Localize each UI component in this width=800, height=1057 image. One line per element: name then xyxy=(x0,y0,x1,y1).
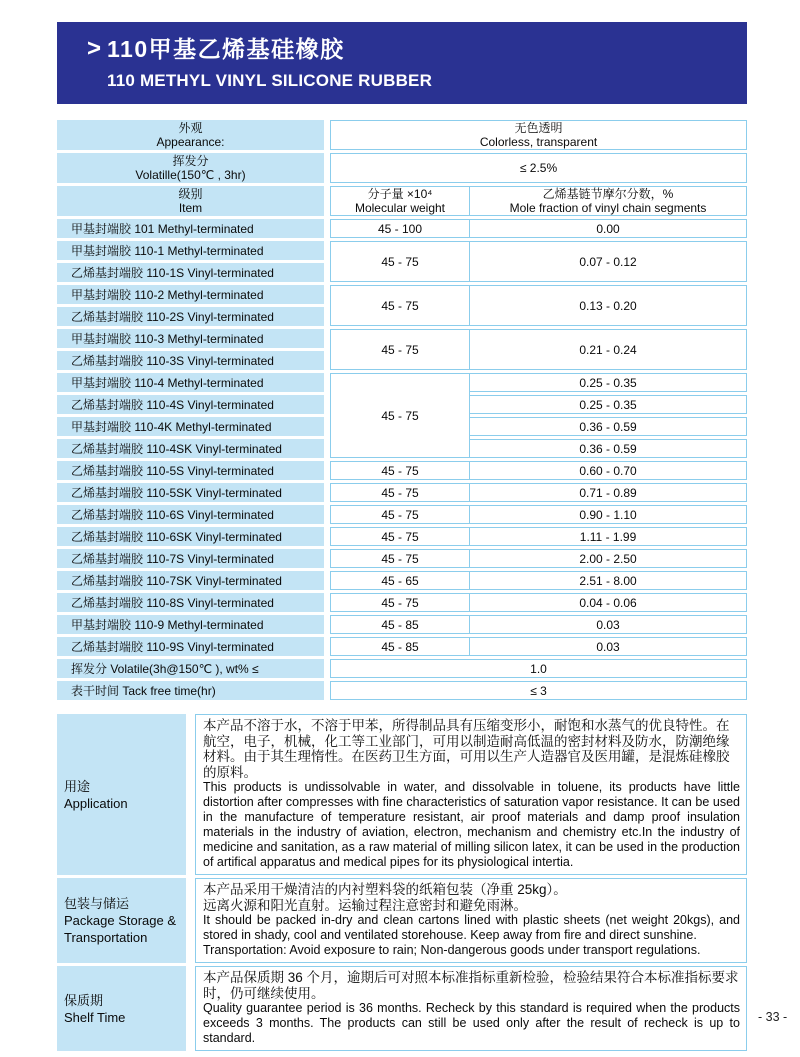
product-name-cell: 甲基封端胶 110-4 Methyl-terminated xyxy=(57,373,330,392)
volatile-label-zh: 挥发分 xyxy=(172,154,209,168)
info-sections xyxy=(57,714,747,1051)
product-name-cell: 乙烯基封端胶 110-6SK Vinyl-terminated xyxy=(57,527,330,546)
section-label-en: Package Storage & Transportation xyxy=(64,913,177,945)
spec-table-body xyxy=(57,219,747,656)
section-label-zh: 包装与储运 xyxy=(64,896,130,911)
page-title-en: 110 METHYL VINYL SILICONE RUBBER xyxy=(107,71,433,90)
molecular-weight-cell: 45 - 75 xyxy=(330,505,470,524)
product-row xyxy=(57,483,747,502)
section-label xyxy=(57,714,186,875)
molecular-weight-cell: 45 - 75 xyxy=(330,593,470,612)
appearance-label-en: Appearance: xyxy=(156,135,225,149)
item-header-en: Item xyxy=(178,201,203,215)
mw-header-zh: 分子量 ×10⁴ xyxy=(367,187,433,201)
product-name-cell: 甲基封端胶 110-3 Methyl-terminated xyxy=(57,329,330,348)
section-paragraph: 本产品采用干燥清洁的内衬塑料袋的纸箱包装（净重 25kg）。 xyxy=(203,882,567,897)
vinyl-fraction-cell: 0.71 - 0.89 xyxy=(470,483,747,502)
appearance-label-cell xyxy=(57,120,330,150)
vinyl-fraction-cell: 0.25 - 0.35 xyxy=(470,395,747,414)
product-row xyxy=(57,373,747,392)
vinyl-fraction-cell: 0.03 xyxy=(470,637,747,656)
molecular-weight-cell: 45 - 75 xyxy=(330,483,470,502)
product-row xyxy=(57,571,747,590)
tack-free-label: 表干时间 Tack free time(hr) xyxy=(57,681,330,700)
chevron-right-icon: > xyxy=(87,35,102,62)
volatile-label-en: Volatille(150℃ , 3hr) xyxy=(135,168,246,182)
product-name-cell: 甲基封端胶 110-2 Methyl-terminated xyxy=(57,285,330,304)
product-row xyxy=(57,593,747,612)
info-section xyxy=(57,966,747,1051)
section-label xyxy=(57,966,186,1051)
vinyl-fraction-cell: 0.04 - 0.06 xyxy=(470,593,747,612)
product-name-cell: 乙烯基封端胶 110-5S Vinyl-terminated xyxy=(57,461,330,480)
volatile-footer-value: 1.0 xyxy=(330,659,747,678)
vinyl-fraction-header-cell xyxy=(470,186,747,216)
product-name-cell: 乙烯基封端胶 110-6S Vinyl-terminated xyxy=(57,505,330,524)
product-row xyxy=(57,637,747,656)
product-row xyxy=(57,329,747,348)
vinyl-fraction-cell: 1.11 - 1.99 xyxy=(470,527,747,546)
section-label-zh: 用途 xyxy=(64,778,91,794)
volatile-label-cell xyxy=(57,153,330,183)
vinyl-fraction-cell: 0.90 - 1.10 xyxy=(470,505,747,524)
product-row xyxy=(57,615,747,634)
section-label-zh: 保质期 xyxy=(64,992,104,1008)
vinyl-header-zh: 乙烯基链节摩尔分数，% xyxy=(542,187,674,201)
product-row xyxy=(57,241,747,260)
mw-header-en: Molecular weight xyxy=(354,201,446,215)
molecular-weight-cell: 45 - 75 xyxy=(330,285,470,326)
product-name-cell: 乙烯基封端胶 110-4S Vinyl-terminated xyxy=(57,395,330,414)
page-header xyxy=(57,22,747,104)
product-name-cell: 甲基封端胶 110-4K Methyl-terminated xyxy=(57,417,330,436)
product-name-cell: 乙烯基封端胶 110-5SK Vinyl-terminated xyxy=(57,483,330,502)
product-row xyxy=(57,461,747,480)
vinyl-fraction-cell: 0.07 - 0.12 xyxy=(470,241,747,282)
vinyl-fraction-cell: 2.51 - 8.00 xyxy=(470,571,747,590)
molecular-weight-cell: 45 - 85 xyxy=(330,615,470,634)
appearance-label-zh: 外观 xyxy=(178,121,203,135)
section-content xyxy=(195,878,747,963)
product-name-cell: 乙烯基封端胶 110-1S Vinyl-terminated xyxy=(57,263,330,282)
spec-table-foot xyxy=(57,659,747,700)
product-row xyxy=(57,219,747,238)
product-row xyxy=(57,285,747,304)
molecular-weight-cell: 45 - 75 xyxy=(330,527,470,546)
section-content xyxy=(195,966,747,1051)
vinyl-fraction-cell: 0.13 - 0.20 xyxy=(470,285,747,326)
vinyl-fraction-cell: 2.00 - 2.50 xyxy=(470,549,747,568)
section-paragraph: 本产品保质期 36 个月，逾期后可对照本标准指标重新检验，检验结果符合本标准指标要求时，仍可继续使用。 xyxy=(203,970,739,1001)
vinyl-fraction-cell: 0.25 - 0.35 xyxy=(470,373,747,392)
tack-free-value: ≤ 3 xyxy=(330,681,747,700)
molecular-weight-cell: 45 - 75 xyxy=(330,329,470,370)
volatile-footer-row xyxy=(57,659,747,678)
molecular-weight-cell: 45 - 85 xyxy=(330,637,470,656)
product-row xyxy=(57,505,747,524)
molecular-weight-cell: 45 - 100 xyxy=(330,219,470,238)
volatile-value-cell: ≤ 2.5% xyxy=(330,153,747,183)
section-paragraph: This products is undissolvable in water, and dissolvable in toluene, its products have little distortion after compresses with fine characteristics of saturation vapor resistance. It can be used in the manufacture of temperature resistant, air proof materials and damp proof insulation materials in the industry of aviation, electron, mechanism and chemistry etc.In the industry of medicine and sanitation, as a raw material of milling silicon latex, it can be used in the production of artifical apparatus and medical pipes for its physiological intertia. xyxy=(203,780,740,869)
product-name-cell: 乙烯基封端胶 110-4SK Vinyl-terminated xyxy=(57,439,330,458)
section-label-en: Shelf Time xyxy=(64,1009,126,1025)
section-label xyxy=(57,878,186,963)
molecular-weight-header-cell xyxy=(330,186,470,216)
spec-table-head xyxy=(57,120,747,216)
section-paragraph: Transportation: Avoid exposure to rain; Non-dangerous goods under transport regulations. xyxy=(203,943,701,957)
vinyl-header-en: Mole fraction of vinyl chain segments xyxy=(509,201,707,215)
section-content xyxy=(195,714,747,875)
appearance-row xyxy=(57,120,747,150)
appearance-value-cell xyxy=(330,120,747,150)
molecular-weight-cell: 45 - 75 xyxy=(330,461,470,480)
product-name-cell: 乙烯基封端胶 110-9S Vinyl-terminated xyxy=(57,637,330,656)
volatile-footer-label: 挥发分 Volatile(3h@150℃ ), wt% ≤ xyxy=(57,659,330,678)
item-header-cell xyxy=(57,186,330,216)
info-section xyxy=(57,714,747,875)
tack-free-row xyxy=(57,681,747,700)
product-name-cell: 甲基封端胶 110-9 Methyl-terminated xyxy=(57,615,330,634)
vinyl-fraction-cell: 0.36 - 0.59 xyxy=(470,439,747,458)
appearance-value-zh: 无色透明 xyxy=(514,121,563,135)
product-name-cell: 乙烯基封端胶 110-7S Vinyl-terminated xyxy=(57,549,330,568)
molecular-weight-cell: 45 - 65 xyxy=(330,571,470,590)
product-name-cell: 乙烯基封端胶 110-3S Vinyl-terminated xyxy=(57,351,330,370)
section-label-en: Application xyxy=(64,795,128,811)
molecular-weight-cell: 45 - 75 xyxy=(330,241,470,282)
section-paragraph: 远离火源和阳光直射。运输过程注意密封和避免雨淋。 xyxy=(203,897,527,913)
column-header-row xyxy=(57,186,747,216)
item-header-zh: 级别 xyxy=(178,187,203,201)
molecular-weight-cell: 45 - 75 xyxy=(330,373,470,458)
volatile-header-row xyxy=(57,153,747,183)
info-section xyxy=(57,878,747,963)
product-name-cell: 甲基封端胶 110-1 Methyl-terminated xyxy=(57,241,330,260)
page-number: - 33 - xyxy=(758,1010,788,1024)
product-row xyxy=(57,549,747,568)
product-name-cell: 甲基封端胶 101 Methyl-terminated xyxy=(57,219,330,238)
product-name-cell: 乙烯基封端胶 110-7SK Vinyl-terminated xyxy=(57,571,330,590)
section-paragraph: It should be packed in-dry and clean cartons lined with plastic sheets (net weight 20kgs), and stored in shady, cool and ventilated storehouse. Keep away from fire and direct sunshine. xyxy=(203,913,740,942)
appearance-value-en: Colorless, transparent xyxy=(479,135,598,149)
product-row xyxy=(57,527,747,546)
section-paragraph: 本产品不溶于水，不溶于甲苯，所得制品具有压缩变形小，耐饱和水蒸气的优良特性。在航空，电子，机械，化工等工业部门，可用以制造耐高低温的密封材料及防水，防潮绝缘材料。由于其生理惰性。在医药卫生方面，可用以生产人造器官及医用罐，是混炼硅橡胶的原料。 xyxy=(203,718,730,780)
vinyl-fraction-cell: 0.36 - 0.59 xyxy=(470,417,747,436)
vinyl-fraction-cell: 0.03 xyxy=(470,615,747,634)
vinyl-fraction-cell: 0.21 - 0.24 xyxy=(470,329,747,370)
product-name-cell: 乙烯基封端胶 110-2S Vinyl-terminated xyxy=(57,307,330,326)
product-name-cell: 乙烯基封端胶 110-8S Vinyl-terminated xyxy=(57,593,330,612)
page-title-zh: 110甲基乙烯基硅橡胶 xyxy=(107,36,345,62)
vinyl-fraction-cell: 0.60 - 0.70 xyxy=(470,461,747,480)
molecular-weight-cell: 45 - 75 xyxy=(330,549,470,568)
spec-table xyxy=(57,117,747,703)
section-paragraph: Quality guarantee period is 36 months. Recheck by this standard is required when the products exceeds 3 months. The products can still be used only after the result of recheck is up to standard. xyxy=(203,1001,740,1045)
vinyl-fraction-cell: 0.00 xyxy=(470,219,747,238)
